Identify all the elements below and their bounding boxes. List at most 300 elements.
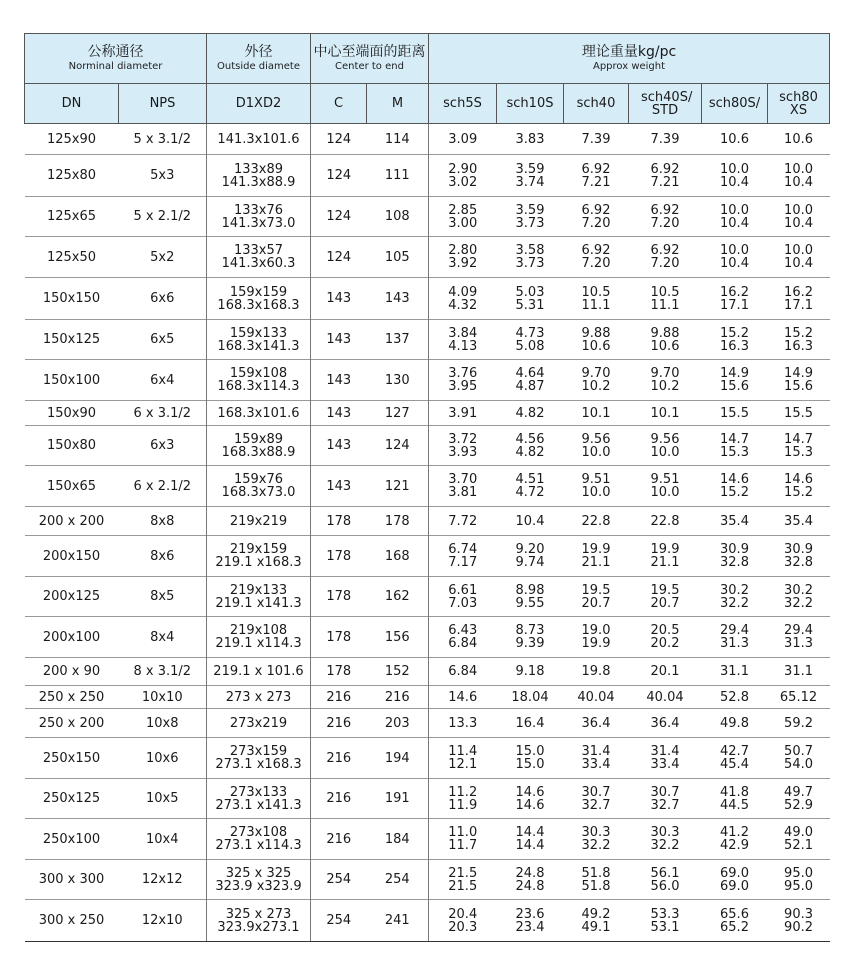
nominal-en: Norminal diameter (68, 61, 163, 72)
cell-line: 10.0 (784, 243, 813, 258)
cell-line: 4.51 (515, 472, 545, 487)
cell-dn: 200 x 90 (25, 658, 119, 686)
cell-line: 32.7 (650, 797, 680, 813)
cell-line: 273 x 273 (225, 689, 292, 705)
cell-line: 15.2 (720, 485, 749, 500)
cell-line: 219.1 x168.3 (215, 555, 302, 570)
cell-od (207, 466, 311, 507)
cell-line: 21.5 (448, 878, 478, 894)
cell-line: 219x108 (229, 623, 288, 638)
cell-c: 178 (311, 577, 367, 617)
cell-line: 21.5 (448, 865, 478, 881)
cell-s80s (702, 237, 768, 278)
cell-c: 143 (311, 466, 367, 507)
cell-line: 219.1 x114.3 (215, 636, 302, 651)
cell-line: 3.59 (515, 202, 545, 218)
cell-line: 10.0 (581, 485, 611, 500)
cell-s40 (564, 197, 629, 237)
cell-line: 19.5 (650, 582, 680, 598)
cell-od (207, 738, 311, 779)
cell-line: 90.3 (784, 906, 813, 922)
cell-line: 133x57 (233, 243, 284, 258)
cell-line: 65.12 (779, 689, 818, 705)
cell-od (207, 577, 311, 617)
cell-line: 323.9x273.1 (217, 919, 300, 935)
cell-line: 10.0 (784, 202, 813, 218)
col-sch40: sch40 (564, 84, 629, 124)
cell-line: 31.1 (784, 664, 813, 679)
cell-line: 30.3 (581, 825, 611, 840)
cell-line: 141.3x60.3 (221, 256, 296, 271)
cell-line: 325 x 325 (225, 865, 292, 881)
col-sch80-xs-label: sch80 XS (779, 89, 818, 118)
cell-line: 53.1 (650, 919, 680, 935)
cell-line: 11.1 (581, 297, 611, 313)
cell-line: 33.4 (650, 757, 680, 772)
cell-c: 178 (311, 507, 367, 536)
cell-nps: 6 x 3.1/2 (119, 401, 207, 426)
table-row (25, 900, 830, 942)
cell-line: 3.00 (448, 215, 478, 231)
cell-line: 3.02 (448, 174, 478, 190)
cell-s10 (497, 197, 564, 237)
cell-line: 19.9 (650, 542, 680, 557)
cell-line: 23.6 (515, 906, 545, 922)
cell-dn: 150x90 (25, 401, 119, 426)
cell-line: 16.2 (720, 284, 749, 300)
center-en: Center to end (335, 61, 404, 72)
cell-line: 15.2 (784, 325, 813, 341)
cell-line: 19.9 (581, 542, 611, 557)
cell-od (207, 278, 311, 320)
table-row (25, 709, 830, 738)
cell-std (629, 900, 702, 942)
cell-line: 14.6 (448, 689, 478, 705)
cell-line: 15.3 (720, 444, 749, 460)
cell-line: 133x76 (233, 202, 284, 218)
cell-m: 108 (367, 197, 429, 237)
cell-xs (768, 507, 830, 536)
cell-line: 49.1 (581, 919, 611, 935)
cell-line: 19.5 (581, 582, 611, 598)
cell-nps: 6x3 (119, 426, 207, 466)
cell-line: 15.6 (720, 379, 749, 394)
table-row (25, 155, 830, 197)
cell-line: 56.1 (650, 865, 680, 881)
cell-m: 184 (367, 819, 429, 860)
outside-zh: 外径 (244, 44, 273, 60)
cell-s80s (702, 577, 768, 617)
cell-line: 50.7 (784, 744, 813, 759)
cell-dn: 150x80 (25, 426, 119, 466)
cell-nps: 6x5 (119, 320, 207, 360)
cell-line: 49.2 (581, 906, 611, 922)
cell-line: 18.04 (511, 689, 549, 705)
cell-line: 3.74 (515, 174, 545, 190)
cell-line: 273.1 x141.3 (215, 797, 302, 813)
cell-s5 (429, 686, 497, 709)
cell-line: 4.82 (515, 444, 545, 460)
cell-od (207, 237, 311, 278)
cell-s5 (429, 360, 497, 401)
cell-line: 15.0 (515, 757, 545, 772)
cell-std (629, 155, 702, 197)
col-sch10s: sch10S (497, 84, 564, 124)
cell-line: 44.5 (720, 797, 749, 813)
cell-s5 (429, 819, 497, 860)
cell-s5 (429, 401, 497, 426)
cell-line: 7.72 (448, 513, 478, 529)
cell-line: 3.70 (448, 472, 478, 487)
cell-line: 141.3x88.9 (221, 174, 296, 190)
cell-line: 4.09 (448, 284, 478, 300)
cell-line: 90.2 (784, 919, 813, 935)
cell-line: 13.3 (448, 715, 478, 731)
cell-xs (768, 320, 830, 360)
cell-xs (768, 360, 830, 401)
cell-line: 10.2 (581, 379, 611, 394)
cell-line: 159x76 (233, 472, 284, 487)
table-row (25, 658, 830, 686)
cell-s40 (564, 779, 629, 819)
cell-line: 3.84 (448, 325, 478, 341)
cell-s5 (429, 709, 497, 738)
cell-line: 6.84 (448, 636, 478, 651)
cell-xs (768, 124, 830, 155)
cell-line: 10.0 (720, 202, 749, 218)
cell-std (629, 658, 702, 686)
cell-m: 191 (367, 779, 429, 819)
cell-line: 36.4 (581, 715, 611, 731)
cell-m: 216 (367, 686, 429, 709)
cell-nps: 6 x 2.1/2 (119, 466, 207, 507)
cell-nps: 5 x 3.1/2 (119, 124, 207, 155)
cell-c: 143 (311, 320, 367, 360)
cell-c: 254 (311, 900, 367, 942)
cell-s40 (564, 401, 629, 426)
cell-s10 (497, 686, 564, 709)
cell-line: 273.1 x114.3 (215, 838, 302, 853)
cell-line: 32.8 (720, 555, 749, 570)
cell-m: 152 (367, 658, 429, 686)
cell-line: 7.39 (650, 131, 680, 147)
cell-s10 (497, 617, 564, 658)
cell-s40 (564, 686, 629, 709)
cell-line: 15.6 (784, 379, 813, 394)
cell-line: 11.1 (650, 297, 680, 313)
cell-line: 11.7 (448, 838, 478, 853)
cell-dn: 150x65 (25, 466, 119, 507)
cell-line: 11.2 (448, 784, 478, 800)
cell-line: 219x133 (229, 582, 288, 598)
cell-s10 (497, 819, 564, 860)
cell-s80s (702, 709, 768, 738)
cell-line: 51.8 (581, 878, 611, 894)
cell-std (629, 686, 702, 709)
cell-line: 7.21 (650, 174, 680, 190)
cell-line: 16.4 (515, 715, 545, 731)
cell-line: 19.0 (581, 623, 611, 638)
cell-dn: 250x150 (25, 738, 119, 779)
cell-line: 12.1 (448, 757, 478, 772)
cell-s5 (429, 900, 497, 942)
cell-line: 4.87 (515, 379, 545, 394)
cell-std (629, 577, 702, 617)
cell-line: 56.0 (650, 878, 680, 894)
cell-line: 6.61 (448, 582, 478, 598)
cell-s10 (497, 738, 564, 779)
cell-line: 14.7 (784, 431, 813, 447)
cell-xs (768, 779, 830, 819)
cell-line: 30.2 (784, 582, 813, 598)
cell-s5 (429, 278, 497, 320)
cell-m: 241 (367, 900, 429, 942)
cell-line: 20.5 (650, 623, 680, 638)
cell-line: 15.3 (784, 444, 813, 460)
cell-s80s (702, 320, 768, 360)
cell-od (207, 320, 311, 360)
cell-dn: 125x50 (25, 237, 119, 278)
cell-xs (768, 401, 830, 426)
cell-s40 (564, 507, 629, 536)
cell-od (207, 360, 311, 401)
cell-line: 3.73 (515, 215, 545, 231)
cell-m: 168 (367, 536, 429, 577)
cell-line: 14.7 (720, 431, 749, 447)
cell-s40 (564, 466, 629, 507)
cell-line: 219.1 x141.3 (215, 595, 302, 611)
cell-line: 4.13 (448, 338, 478, 354)
cell-s10 (497, 124, 564, 155)
cell-line: 6.84 (448, 664, 478, 679)
table-row (25, 738, 830, 779)
cell-dn: 125x65 (25, 197, 119, 237)
cell-m: 127 (367, 401, 429, 426)
table-row (25, 860, 830, 900)
cell-s80s (702, 860, 768, 900)
cell-line: 45.4 (720, 757, 749, 772)
cell-line: 23.4 (515, 919, 545, 935)
cell-s80s (702, 617, 768, 658)
cell-s40 (564, 124, 629, 155)
cell-line: 59.2 (784, 715, 813, 731)
cell-line: 5.31 (515, 297, 545, 313)
weight-zh: 理论重量kg/pc (581, 44, 677, 60)
cell-s5 (429, 466, 497, 507)
cell-line: 51.8 (581, 865, 611, 881)
cell-line: 10.2 (650, 379, 680, 394)
cell-line: 159x133 (229, 325, 288, 341)
cell-c: 216 (311, 686, 367, 709)
cell-line: 273x159 (229, 744, 288, 759)
cell-od (207, 401, 311, 426)
cell-xs (768, 577, 830, 617)
cell-m: 203 (367, 709, 429, 738)
cell-od (207, 617, 311, 658)
cell-c: 124 (311, 124, 367, 155)
cell-line: 14.6 (515, 784, 545, 800)
cell-xs (768, 237, 830, 278)
cell-s80s (702, 536, 768, 577)
cell-line: 4.64 (515, 366, 545, 381)
cell-line: 9.20 (515, 542, 545, 557)
cell-s10 (497, 155, 564, 197)
cell-s10 (497, 860, 564, 900)
cell-line: 3.72 (448, 431, 478, 447)
cell-line: 65.2 (720, 919, 749, 935)
cell-line: 10.6 (720, 131, 749, 147)
cell-s10 (497, 360, 564, 401)
table-row (25, 197, 830, 237)
cell-nps: 10x6 (119, 738, 207, 779)
cell-line: 4.32 (448, 297, 478, 313)
cell-s40 (564, 577, 629, 617)
cell-m: 143 (367, 278, 429, 320)
outside-en: Outside diamete (216, 61, 301, 72)
cell-line: 30.3 (650, 825, 680, 840)
cell-line: 22.8 (581, 513, 611, 529)
cell-c: 178 (311, 658, 367, 686)
cell-xs (768, 197, 830, 237)
cell-line: 9.56 (650, 431, 680, 447)
cell-line: 3.76 (448, 366, 478, 381)
cell-s5 (429, 124, 497, 155)
cell-s80s (702, 738, 768, 779)
cell-s80s (702, 426, 768, 466)
cell-s40 (564, 738, 629, 779)
table-row (25, 577, 830, 617)
cell-line: 35.4 (720, 513, 749, 529)
cell-dn: 200 x 200 (25, 507, 119, 536)
cell-s5 (429, 779, 497, 819)
cell-line: 6.92 (650, 202, 680, 218)
cell-s10 (497, 401, 564, 426)
cell-s5 (429, 237, 497, 278)
cell-s40 (564, 900, 629, 942)
cell-nps: 8x4 (119, 617, 207, 658)
cell-line: 15.2 (784, 485, 813, 500)
cell-s80s (702, 278, 768, 320)
table-row (25, 237, 830, 278)
cell-s40 (564, 536, 629, 577)
cell-line: 49.7 (784, 784, 813, 800)
cell-line: 168.3x114.3 (217, 379, 300, 394)
cell-line: 3.93 (448, 444, 478, 460)
cell-m: 137 (367, 320, 429, 360)
table-row (25, 819, 830, 860)
table-row (25, 278, 830, 320)
cell-od (207, 536, 311, 577)
cell-line: 10.0 (784, 161, 813, 177)
cell-s5 (429, 507, 497, 536)
cell-xs (768, 738, 830, 779)
cell-line: 7.03 (448, 595, 478, 611)
col-m: M (367, 84, 429, 124)
cell-s10 (497, 426, 564, 466)
cell-line: 31.4 (581, 744, 611, 759)
cell-c: 178 (311, 617, 367, 658)
cell-s80s (702, 360, 768, 401)
cell-std (629, 738, 702, 779)
table-row (25, 401, 830, 426)
cell-line: 5.03 (515, 284, 545, 300)
cell-line: 30.7 (650, 784, 680, 800)
cell-s80s (702, 466, 768, 507)
cell-line: 33.4 (581, 757, 611, 772)
table-row (25, 686, 830, 709)
cell-xs (768, 536, 830, 577)
cell-line: 49.8 (720, 715, 749, 731)
approx-weight-header (429, 34, 830, 84)
cell-nps: 8 x 3.1/2 (119, 658, 207, 686)
cell-line: 35.4 (784, 513, 813, 529)
cell-xs (768, 900, 830, 942)
cell-line: 168.3x88.9 (221, 444, 296, 460)
table-row (25, 466, 830, 507)
cell-line: 16.3 (720, 338, 749, 354)
cell-line: 52.8 (720, 689, 749, 705)
outside-diameter-header (207, 34, 311, 84)
cell-line: 10.4 (720, 174, 749, 190)
cell-line: 168.3x141.3 (217, 338, 300, 354)
cell-line: 20.4 (448, 906, 478, 922)
cell-c: 124 (311, 155, 367, 197)
cell-s80s (702, 507, 768, 536)
cell-line: 19.8 (581, 664, 611, 679)
cell-dn: 200x125 (25, 577, 119, 617)
cell-line: 273x219 (229, 715, 288, 731)
cell-s5 (429, 738, 497, 779)
cell-od (207, 686, 311, 709)
cell-line: 6.92 (581, 243, 611, 258)
cell-line: 273.1 x168.3 (215, 757, 302, 772)
cell-line: 7.20 (650, 215, 680, 231)
cell-line: 29.4 (720, 623, 749, 638)
cell-xs (768, 466, 830, 507)
cell-s80s (702, 900, 768, 942)
cell-line: 15.2 (720, 325, 749, 341)
cell-m: 156 (367, 617, 429, 658)
cell-line: 40.04 (646, 689, 684, 705)
cell-s10 (497, 900, 564, 942)
cell-dn: 250x100 (25, 819, 119, 860)
cell-std (629, 709, 702, 738)
cell-line: 6.92 (650, 161, 680, 177)
cell-line: 9.56 (581, 431, 611, 447)
cell-s40 (564, 278, 629, 320)
cell-dn: 125x90 (25, 124, 119, 155)
cell-line: 9.88 (581, 325, 611, 341)
cell-std (629, 124, 702, 155)
cell-c: 216 (311, 819, 367, 860)
cell-dn: 150x100 (25, 360, 119, 401)
cell-xs (768, 658, 830, 686)
cell-m: 121 (367, 466, 429, 507)
cell-line: 42.9 (720, 838, 749, 853)
cell-line: 7.20 (650, 256, 680, 271)
cell-std (629, 860, 702, 900)
cell-s40 (564, 426, 629, 466)
cell-line: 10.1 (581, 405, 611, 421)
cell-s40 (564, 617, 629, 658)
cell-line: 3.92 (448, 256, 478, 271)
cell-line: 168.3x101.6 (217, 405, 300, 421)
cell-nps: 10x4 (119, 819, 207, 860)
cell-xs (768, 686, 830, 709)
cell-line: 95.0 (784, 878, 813, 894)
cell-nps: 5x2 (119, 237, 207, 278)
cell-line: 31.4 (650, 744, 680, 759)
